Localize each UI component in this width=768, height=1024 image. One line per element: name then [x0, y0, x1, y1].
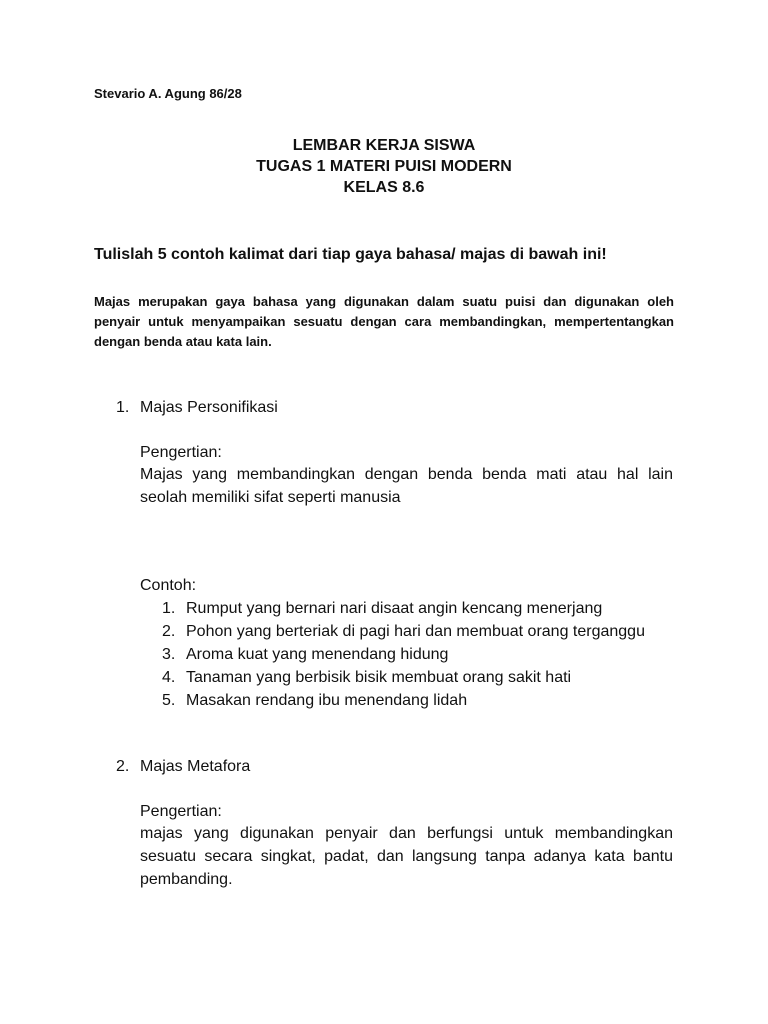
- list-item: [140, 666, 673, 689]
- list-item-number: 3.: [162, 646, 176, 663]
- definition-label: Pengertian:: [140, 444, 222, 461]
- author-line: Stevario A. Agung 86/28: [94, 86, 242, 101]
- list-item: [140, 620, 673, 643]
- intro-paragraph: Majas merupakan gaya bahasa yang digunakan dalam suatu puisi dan digunakan oleh penyair untuk menyampaikan sesuatu dengan cara membandingkan, mempertentangkan dengan benda atau kata lain.: [94, 294, 674, 349]
- list-item-text: Tanaman yang berbisik bisik membuat orang sakit hati: [186, 669, 572, 686]
- list-item: [140, 643, 673, 666]
- list-item: [140, 689, 673, 712]
- heading-line-2: TUGAS 1 MATERI PUISI MODERN: [256, 158, 512, 175]
- list-item-text: Pohon yang berteriak di pagi hari dan membuat orang terganggu: [186, 623, 645, 640]
- definition-text: Majas yang membandingkan dengan benda benda mati atau hal lain seolah memiliki sifat seperti manusia: [140, 466, 673, 506]
- section-number: 2.: [116, 758, 130, 775]
- list-item-text: Rumput yang bernari nari disaat angin kencang menerjang: [186, 600, 603, 617]
- list-item-number: 1.: [162, 600, 176, 617]
- list-item-number: 4.: [162, 669, 176, 686]
- definition-label: Pengertian:: [140, 803, 222, 820]
- worksheet-heading: [0, 135, 768, 198]
- heading-line-1: LEMBAR KERJA SISWA: [292, 137, 476, 154]
- instruction-text: Tulislah 5 contoh kalimat dari tiap gaya bahasa/ majas di bawah ini!: [94, 246, 607, 263]
- list-item-number: 2.: [162, 623, 176, 640]
- section-number: 1.: [116, 399, 130, 416]
- list-item-text: Aroma kuat yang menendang hidung: [186, 646, 449, 663]
- section-title: Majas Personifikasi: [140, 399, 278, 416]
- examples-label: Contoh:: [140, 577, 197, 594]
- definition-text: majas yang digunakan penyair dan berfungsi untuk membandingkan sesuatu secara singkat, padat, dan langsung tanpa adanya kata bantu pembanding.: [140, 825, 673, 888]
- examples-list: [140, 597, 673, 712]
- heading-line-3: KELAS 8.6: [343, 179, 425, 196]
- list-item-text: Masakan rendang ibu menendang lidah: [186, 692, 468, 709]
- section-title: Majas Metafora: [140, 758, 251, 775]
- list-item: [140, 597, 673, 620]
- list-item-number: 5.: [162, 692, 176, 709]
